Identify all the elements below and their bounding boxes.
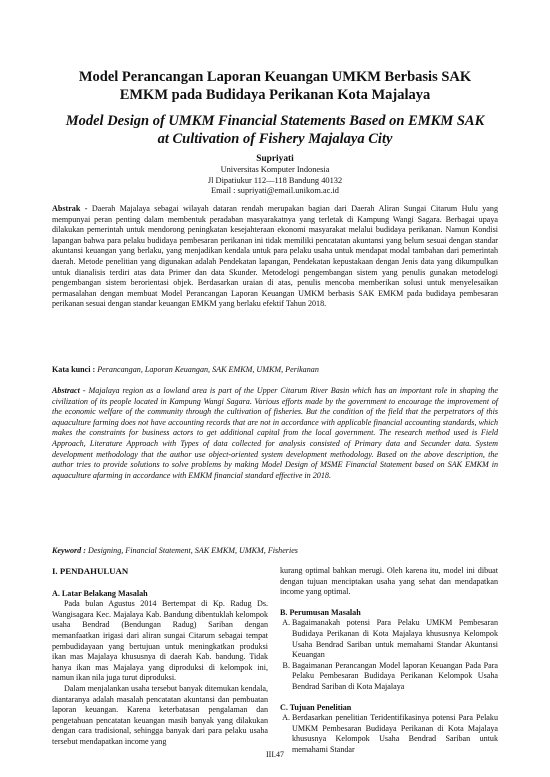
body-paragraph-2: Dalam menjalankan usaha tersebut banyak ditemukan kendala, diantaranya adalah masalah pencatatan akuntansi dan pembuatan laporan keuangan. Karena keterbatasan pengalaman dan pengetahuan pencatatan keuangan masih banyak yang dilakukan dengan cara tradisional, sehingga banyak dari para pelaku usaha tersebut mendapatkan income yang bbox=[52, 683, 268, 746]
abstract-indonesian bbox=[52, 204, 498, 310]
rumusan-list bbox=[280, 618, 498, 692]
right-column bbox=[280, 566, 498, 756]
author-address: Jl Dipatiukur 112—118 Bandung 40132 bbox=[207, 175, 343, 185]
abstract-en-text: Majalaya region as a lowland area is part of the Upper Citarum River Basin which has an important role in shaping the civilization of its people located in Kampung Wangi Sagara. Various efforts made by the government to encourage the improvement of the economic welfare of the community through the cultivation of fisheries. But the condition of the field that the perpetrators of this aquaculture farming does not have accounting records that are not in accordance with applicable financial accounting standards, which makes the constraints for business actors to get additional capital from the local government. The research method used is Field Approach, Literature Approach with Types of data collected for analysis consisted of Primary data and Secunder data. System development methodology that the author use object-oriented system development methodology. Based on the above description, the author tries to provide solutions to solve problems by making Model Design of MSME Financial Statement based on SAK EMKM in aquaculture afarming in accordance with EMKM financial standard effective in 2018. bbox=[52, 386, 498, 480]
list-item: B. Bagaimanan Perancangan Model laporan Keuangan Pada Para Pelaku Pembesaran Budidaya Perikanan Kelompok Usaha Bendrad Sariban di Kota Majalaya bbox=[292, 661, 498, 693]
kata-kunci-text: Perancangan, Laporan Keuangan, SAK EMKM, UMKM, Perikanan bbox=[95, 365, 319, 374]
author-affiliation: Universitas Komputer Indonesia bbox=[220, 165, 330, 174]
paper-title-indonesian bbox=[52, 68, 498, 104]
page-number: III.47 bbox=[266, 750, 284, 759]
keywords-english bbox=[52, 546, 498, 557]
subsection-heading-b: B. Perumusan Masalah bbox=[280, 607, 361, 617]
subsection-heading-a: A. Latar Belakang Masalah bbox=[52, 588, 148, 598]
body-paragraph-1: Pada bulan Agustus 2014 Bertempat di Kp. Radug Ds. Wangisagara Kec. Majalaya Kab. Bandung dibentuklah kelompok usaha Bendrad (Bendungan Radug) Sariban dengan memanfaatkan irigasi dari aliran sungai Citarum sebagai tempat pembudidayaan yang bertujuan untuk meningkatkan produksi ikan mas Majalaya khususnya di daerah Kab. bandung. Tidak hanya ikan mas Majalaya yang diproduksi di kelompok ini, namun ikan nila juga turut diproduksi. bbox=[52, 599, 268, 683]
section-heading-pendahuluan: I. PENDAHULUAN bbox=[52, 566, 129, 576]
title-id-line1: Model Perancangan Laporan Keuangan UMKM Berbasis SAK bbox=[78, 69, 472, 85]
title-en-line2: at Cultivation of Fishery Majalaya City bbox=[157, 131, 393, 147]
title-en-line1: Model Design of UMKM Financial Statements Based on EMKM SAK bbox=[65, 113, 485, 129]
author-email: Email : supriyati@email.unikom.ac.id bbox=[211, 186, 339, 196]
abstract-english bbox=[52, 386, 498, 481]
keywords-en-label: Keyword : bbox=[52, 546, 86, 555]
keywords-indonesian bbox=[52, 365, 498, 376]
list-item: A. Berdasarkan penelitian Teridentifikasinya potensi Para Pelaku UMKM Pembesaran Budidaya Perikanan di Kota Majalaya khususnya Kelompok Usaha Bendrad Sariban untuk memahami Standar bbox=[292, 713, 498, 755]
left-column bbox=[52, 566, 268, 748]
abstract-en-label: Abstract - bbox=[52, 386, 86, 395]
title-id-line2: EMKM pada Budidaya Perikanan Kota Majalaya bbox=[119, 87, 431, 103]
author-name: Supriyati bbox=[256, 154, 294, 164]
abstract-id-text: Daerah Majalaya sebagai wilayah dataran rendah merupakan bagian dari Daerah Aliran Sungai Citarum Hulu yang mempunyai peran penting dalam membentuk peradaban masyarakatnya yang terletak di Kampung Wangi Sagara. Berbagai upaya dilakukan pemerintah untuk mendorong peningkatan kesejahteraan ekonomi masyarakat melalui budidaya perikanan. Namun Kondisi lapangan bahwa para pelaku budidaya pembesaran perikanan ini tidak memiliki pencatatan akuntansi yang belum sesuai dengan standar akuntansi keuangan yang berlaku, yang menjadikan kendala untuk para pelaku usaha untuk mendapat modal tambahan dari pemerintah daerah. Metode penelitian yang digunakan adalah Pendekatan lapangan, Pendekatan kepustakaan dengan Jenis data yang dikumpulkan untuk dianalisis terdiri atas data Primer dan data Skunder. Metodelogi pengembangan sistem yang penulis gunakan metodelogi pengembangan sistem berorientasi objek. Berdasarkan uraian di atas, penulis mencoba memberikan solusi untuk menyelesaikan permasalahan dengan membuat Model Perancangan Laporan Keuangan UMKM berbasis SAK EMKM pada budidaya pembesaran perikanan sesuai dengan standar keuangan EMKM yang berlaku efektif Tahun 2018. bbox=[52, 204, 498, 309]
paper-title-english bbox=[52, 112, 498, 148]
subsection-heading-c: C. Tujuan Penelitian bbox=[280, 702, 352, 712]
abstract-id-label: Abstrak - bbox=[52, 204, 88, 213]
keywords-en-text: Designing, Financial Statement, SAK EMKM, UMKM, Fisheries bbox=[85, 546, 298, 555]
list-item: A. Bagaimanakah potensi Para Pelaku UMKM Pembesaran Budidaya Perikanan di Kota Majalaya khususnya Kelompok Usaha Bendrad Sariban untuk memahami Standar Akuntansi Keuangan bbox=[292, 618, 498, 660]
body-paragraph-3: kurang optimal bahkan merugi. Oleh karena itu, model ini dibuat dengan tujuan menciptakan usaha yang sehat dan mendapatkan income yang optimal. bbox=[280, 566, 498, 597]
author-block bbox=[52, 153, 498, 197]
kata-kunci-label: Kata kunci : bbox=[52, 365, 96, 374]
